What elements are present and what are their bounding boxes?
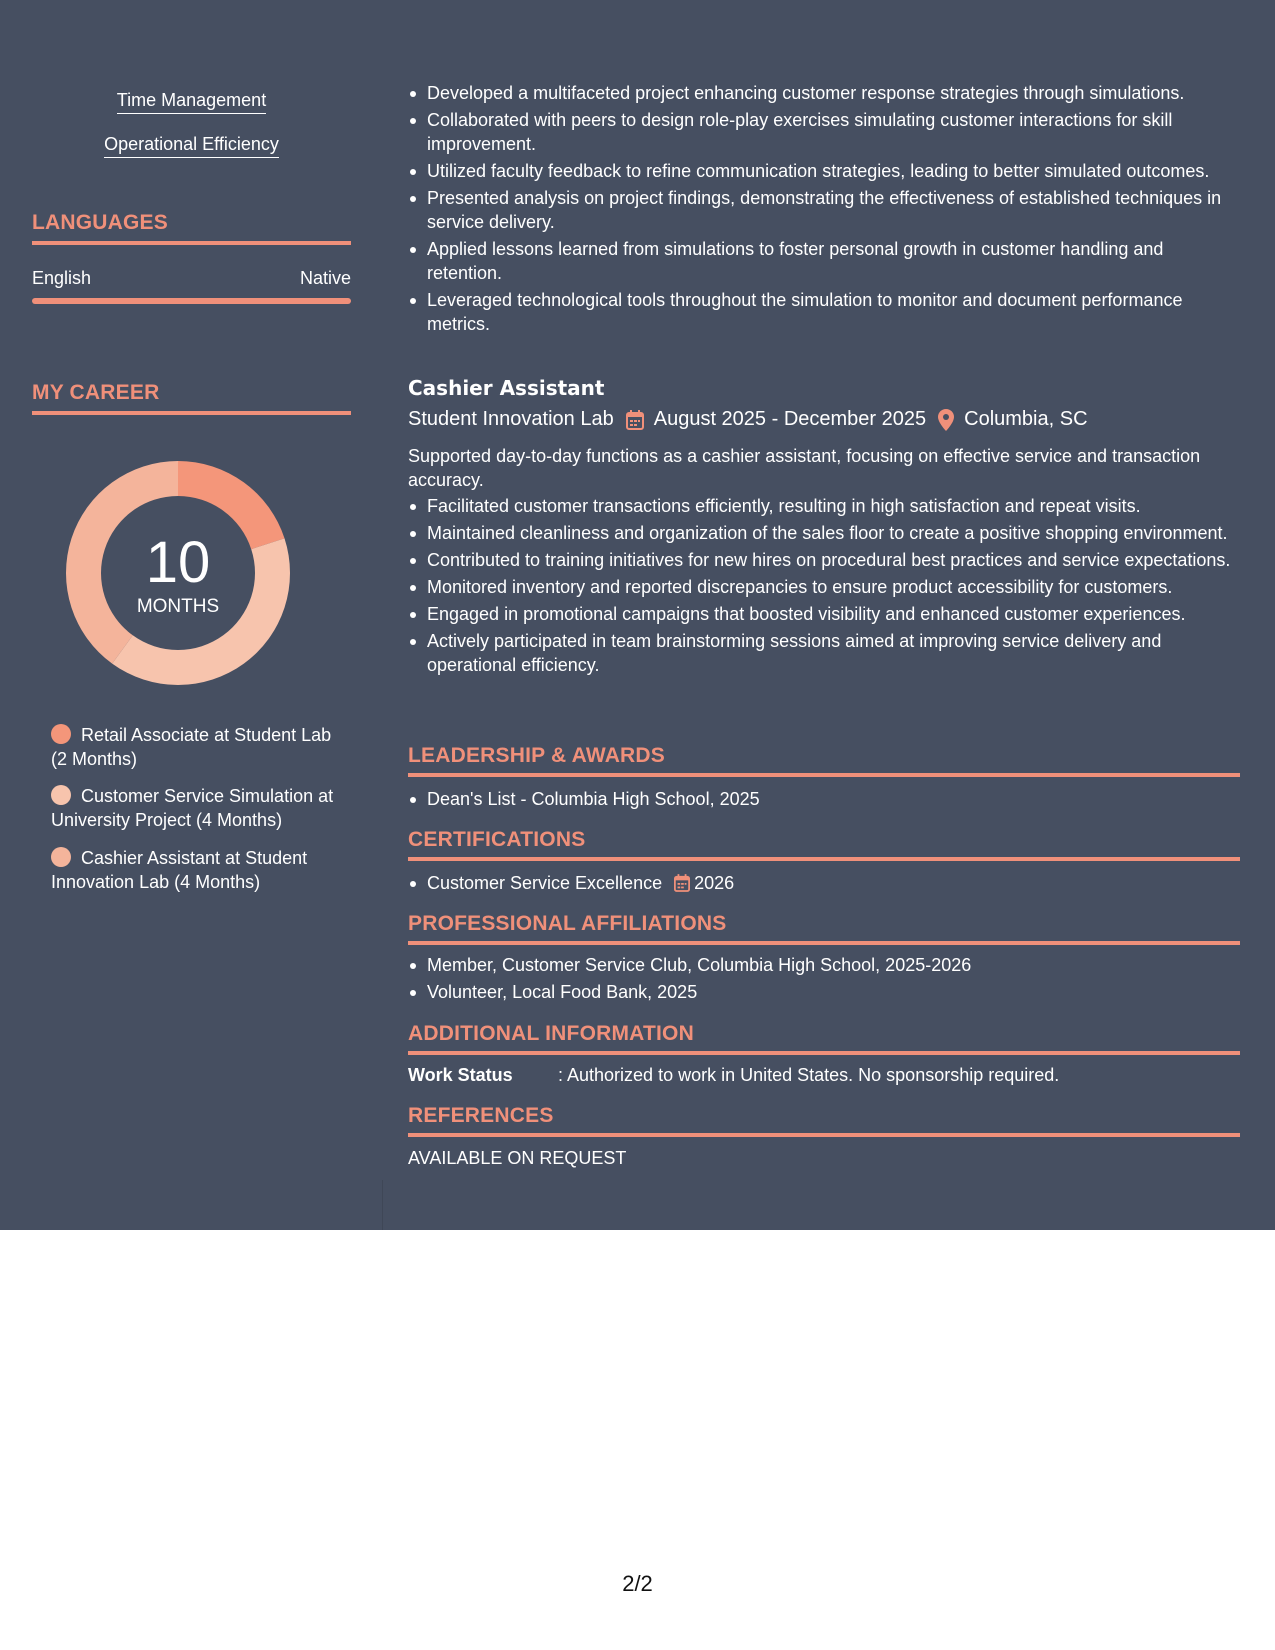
calendar-icon bbox=[626, 410, 644, 430]
list-item: Volunteer, Local Food Bank, 2025 bbox=[408, 980, 1240, 1004]
project-bullet-list bbox=[408, 81, 1240, 339]
affiliations-list bbox=[408, 953, 1240, 1007]
skill-item bbox=[32, 89, 351, 114]
references-text: AVAILABLE ON REQUEST bbox=[408, 1148, 627, 1168]
legend-dot-icon bbox=[51, 847, 71, 867]
skill-label: Time Management bbox=[117, 89, 266, 114]
job-meta bbox=[408, 408, 1088, 431]
legend-label: Retail Associate at Student Lab (2 Months) bbox=[51, 725, 332, 769]
column-divider bbox=[382, 1180, 383, 1230]
list-item: Facilitated customer transactions efficiently, resulting in high satisfaction and repeat visits. bbox=[408, 494, 1240, 518]
list-item: Member, Customer Service Club, Columbia High School, 2025-2026 bbox=[408, 953, 1240, 977]
calendar-icon bbox=[674, 874, 690, 892]
skill-item bbox=[32, 133, 351, 158]
career-legend-item bbox=[51, 846, 351, 894]
legend-dot-icon bbox=[51, 785, 71, 805]
language-level: Native bbox=[299, 268, 351, 288]
language-name: English bbox=[32, 268, 92, 288]
job-bullet-list bbox=[408, 494, 1240, 680]
certification-year: 2026 bbox=[694, 873, 735, 893]
legend-dot-icon bbox=[51, 724, 71, 744]
legend-label: Cashier Assistant at Student Innovation Lab (4 Months) bbox=[51, 848, 308, 892]
language-level-bar bbox=[32, 298, 351, 304]
list-item bbox=[408, 871, 1240, 895]
list-item: Applied lessons learned from simulations to foster personal growth in customer handling and retention. bbox=[408, 237, 1240, 285]
job-dates: August 2025 - December 2025 bbox=[653, 408, 927, 430]
list-item: Dean's List - Columbia High School, 2025 bbox=[408, 787, 1240, 811]
career-total-unit: MONTHS bbox=[136, 596, 220, 617]
list-item: Leveraged technological tools throughout the simulation to monitor and document performance metrics. bbox=[408, 288, 1240, 336]
certifications-list bbox=[408, 871, 1240, 898]
list-item: Developed a multifaceted project enhancing customer response strategies through simulations. bbox=[408, 81, 1240, 105]
additional-info-heading: ADDITIONAL INFORMATION bbox=[408, 1022, 1240, 1055]
certification-name: Customer Service Excellence bbox=[427, 873, 663, 893]
leadership-list bbox=[408, 787, 1240, 814]
skill-label: Operational Efficiency bbox=[104, 133, 279, 158]
legend-label: Customer Service Simulation at University Project (4 Months) bbox=[51, 786, 334, 830]
languages-heading: LANGUAGES bbox=[32, 211, 351, 245]
location-pin-icon bbox=[938, 409, 954, 431]
career-heading: MY CAREER bbox=[32, 381, 351, 415]
work-status-row bbox=[408, 1065, 1059, 1086]
career-total-number: 10 bbox=[145, 530, 211, 595]
leadership-heading: LEADERSHIP & AWARDS bbox=[408, 744, 1240, 777]
list-item: Actively participated in team brainstorming sessions aimed at improving service delivery and operational efficiency. bbox=[408, 629, 1240, 677]
list-item: Monitored inventory and reported discrepancies to ensure product accessibility for customers. bbox=[408, 575, 1240, 599]
job-summary: Supported day-to-day functions as a cashier assistant, focusing on effective service and transaction accuracy. bbox=[408, 446, 1201, 490]
certifications-heading: CERTIFICATIONS bbox=[408, 828, 1240, 861]
list-item: Engaged in promotional campaigns that boosted visibility and enhanced customer experiences. bbox=[408, 602, 1240, 626]
job-company: Student Innovation Lab bbox=[408, 408, 614, 430]
list-item: Collaborated with peers to design role-play exercises simulating customer interactions for skill improvement. bbox=[408, 108, 1240, 156]
page-number: 2/2 bbox=[622, 1571, 653, 1596]
list-item: Utilized faculty feedback to refine communication strategies, leading to better simulated outcomes. bbox=[408, 159, 1240, 183]
list-item: Presented analysis on project findings, demonstrating the effectiveness of established techniques in service delivery. bbox=[408, 186, 1240, 234]
job-location: Columbia, SC bbox=[964, 408, 1088, 430]
affiliations-heading: PROFESSIONAL AFFILIATIONS bbox=[408, 912, 1240, 945]
references-heading: REFERENCES bbox=[408, 1104, 1240, 1137]
career-legend-item bbox=[51, 723, 351, 771]
job-title: Cashier Assistant bbox=[408, 376, 605, 400]
list-item: Maintained cleanliness and organization of the sales floor to create a positive shopping environment. bbox=[408, 521, 1240, 545]
list-item: Contributed to training initiatives for new hires on procedural best practices and service expectations. bbox=[408, 548, 1240, 572]
language-row bbox=[32, 268, 351, 289]
work-status-label: Work Status bbox=[408, 1065, 513, 1085]
career-legend-item bbox=[51, 784, 351, 832]
work-status-value: : Authorized to work in United States. No sponsorship required. bbox=[558, 1065, 1060, 1085]
